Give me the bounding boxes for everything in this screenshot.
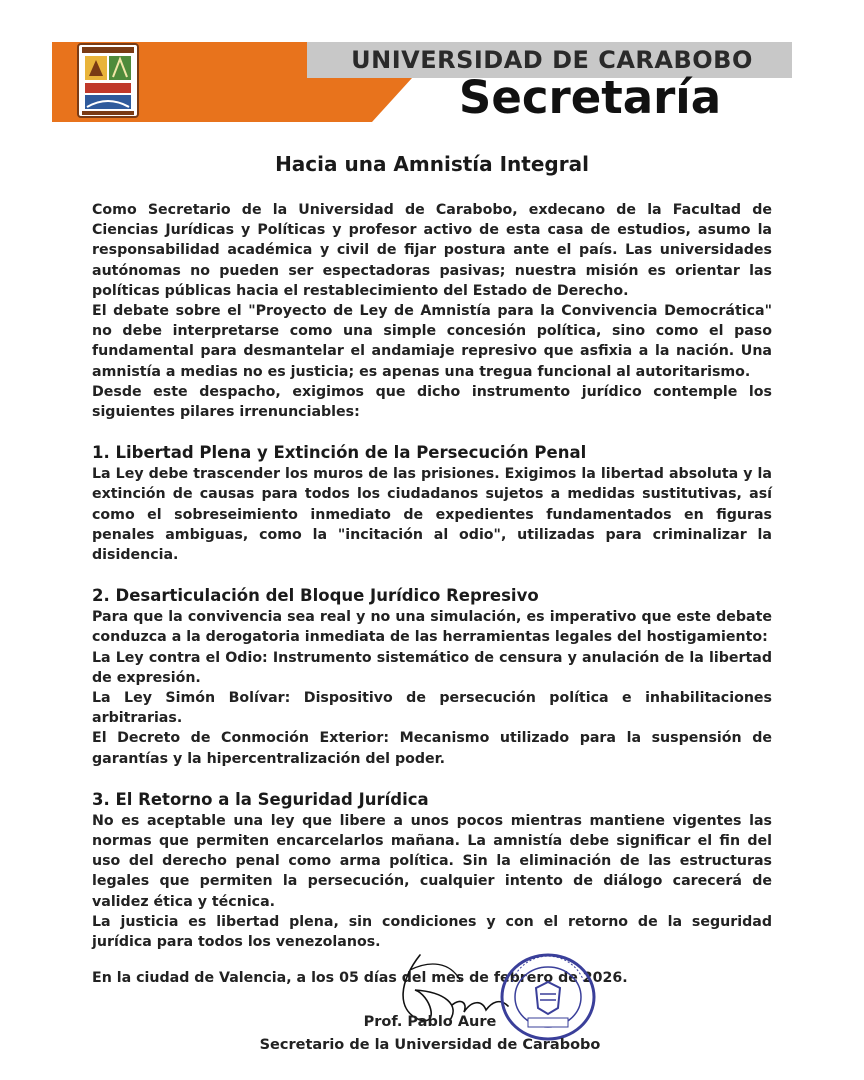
section-heading: 3. El Retorno a la Seguridad Jurídica xyxy=(92,789,429,809)
office-name: Secretaría xyxy=(458,71,722,124)
document-body xyxy=(92,200,772,989)
signer-name: Prof. Pablo Aure xyxy=(363,1014,497,1030)
section-heading: 2. Desarticulación del Bloque Jurídico Represivo xyxy=(92,586,539,606)
university-crest-icon xyxy=(77,43,139,118)
signer-role: Secretario de la Universidad de Carabobo xyxy=(259,1037,601,1053)
section-list-item: La Ley Simón Bolívar: Dispositivo de persecución política e inhabilitaciones arbitrarias. xyxy=(92,690,772,727)
letterhead xyxy=(0,0,864,130)
university-name: UNIVERSIDAD DE CARABOBO xyxy=(351,46,753,74)
section-list-item: El Decreto de Conmoción Exterior: Mecanismo utilizado para la suspensión de garantías y la hipercentralización del poder. xyxy=(92,730,772,767)
section-paragraph: La Ley debe trascender los muros de las prisiones. Exigimos la libertad absoluta y la extinción de causas para todos los ciudadanos sujetos a medidas sustitutivas, así como el sobreseimiento inmediato de expedientes fundamentados en figuras penales ambiguas, como la "incitación al odio", utilizadas para criminalizar la disidencia. xyxy=(92,466,772,564)
section-paragraph: No es aceptable una ley que libere a unos pocos mientras mantiene vigentes las normas que permiten encarcelarlos mañana. La amnistía debe significar el fin del uso del derecho penal como arma política. Sin la eliminación de las estructuras legales que permiten la persecución, cualquier intento de diálogo carecerá de validez ética y técnica. xyxy=(92,812,772,910)
closing-line: En la ciudad de Valencia, a los 05 días del mes de febrero de 2026. xyxy=(92,970,628,987)
section-paragraph: La justicia es libertad plena, sin condiciones y con el retorno de la seguridad jurídica para todos los venezolanos. xyxy=(92,913,772,951)
section-paragraph: Para que la convivencia sea real y no una simulación, es imperativo que este debate conduzca a la derogatoria inmediata de las herramientas legales del hostigamiento: xyxy=(92,609,772,646)
document-title: Hacia una Amnistía Integral xyxy=(275,152,589,176)
signature-block xyxy=(240,950,640,1070)
intro-paragraph: Desde este despacho, exigimos que dicho instrumento jurídico contemple los siguientes pilares irrenunciables: xyxy=(92,383,772,421)
section-heading: 1. Libertad Plena y Extinción de la Persecución Penal xyxy=(92,443,587,463)
section-list-item: La Ley contra el Odio: Instrumento sistemático de censura y anulación de la libertad de expresión. xyxy=(92,649,772,686)
intro-paragraph: Como Secretario de la Universidad de Carabobo, exdecano de la Facultad de Ciencias Jurídicas y Políticas y profesor activo de esta casa de estudios, asumo la responsabilidad académica y civil de fijar postura ante el país. Las universidades autónomas no pueden ser espectadoras pasivas; nuestra misión es orientar las políticas públicas hacia el restablecimiento del Estado de Derecho. xyxy=(92,202,772,299)
intro-paragraph: El debate sobre el "Proyecto de Ley de Amnistía para la Convivencia Democrática" no debe interpretarse como una simple concesión política, sino como el paso fundamental para desmantelar el andamiaje represivo que asfixia a la nación. Una amnistía a medias no es justicia; es apenas una tregua funcional al autoritarismo. xyxy=(92,303,772,380)
